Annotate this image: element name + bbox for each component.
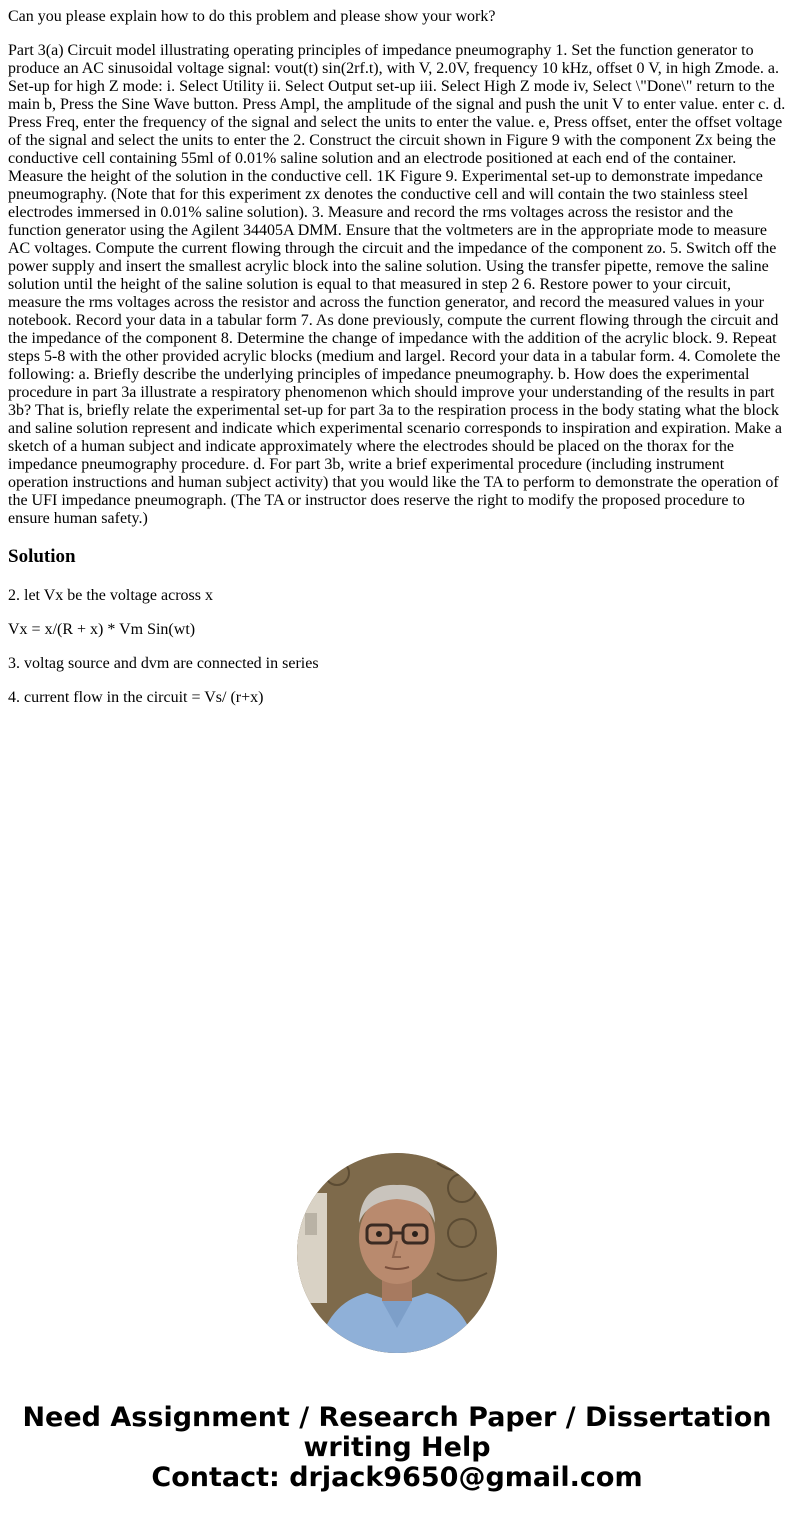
banner-line: Need Assignment / Research Paper / Dissertation — [22, 1402, 772, 1433]
solution-line: Vx = x/(R + x) * Vm Sin(wt) — [8, 621, 196, 638]
question-body: Part 3(a) Circuit model illustrating operating principles of impedance pneumography 1. Set the function generator to produce an AC sinusoidal voltage signal: vout(t) sin(2rf.t), with V, 2.0V, frequency 10 kHz, offset 0 V, in high Zmode. a. Set-up for high Z mode: i. Select Utility ii. Select Output set-up iii. Select High Z mode iv, Select \"Done\" return to the main b, Press the Sine Wave button. Press Ampl, the amplitude of the signal and push the unit V to enter value. enter c. d. Press Freq, enter the frequency of the signal and select the units to enter the value. e, Press offset, enter the offset voltage of the signal and select the units to enter the 2. Construct the circuit shown in Figure 9 with the component Zx being the conductive cell containing 55ml of 0.01% saline solution and an electrode positioned at each end of the container. Measure the height of the solution in the conductive cell. 1K Figure 9. Experimental set-up to demonstrate impedance pneumography. (Note that for this experiment zx denotes the conductive cell and will contain the two stainless steel electrodes immersed in 0.01% saline solution). 3. Measure and record the rms voltages across the resistor and the function generator using the Agilent 34405A DMM. Ensure that the voltmeters are in the appropriate mode to measure AC voltages. Compute the current flowing through the circuit and the impedance of the component zo. 5. Switch off the power supply and insert the smallest acrylic block into the saline solution. Using the transfer pipette, remove the saline solution until the height of the saline solution is equal to that measured in step 2 6. Restore power to your circuit, measure the rms voltages across the resistor and across the function generator, and record the measured values in your notebook. Record your data in a tabular form 7. As done previously, compute the current flowing through the circuit and the impedance of the component 8. Determine the change of impedance with the addition of the acrylic block. 9. Repeat steps 5-8 with the other provided acrylic blocks (medium and largel. Record your data in a tabular form. 4. Comolete the following: a. Briefly describe the underlying principles of impedance pneumography. b. How does the experimental procedure in part 3a illustrate a respiratory phenomenon which should improve your understanding of the results in part 3b? That is, briefly relate the experimental set-up for part 3a to the respiration process in the body stating what the block and saline solution represent and indicate which experimental scenario corresponds to inspiration and expiration. Make a sketch of a human subject and indicate approximately where the electrodes should be placed on the thorax for the impedance pneumography procedure. d. For part 3b, write a brief experimental procedure (including instrument operation instructions and human subject activity) that you would like the TA to perform to demonstrate the operation of the UFI impedance pneumograph. (The TA or instructor does reserve the right to modify the proposed procedure to ensure human safety.) — [8, 42, 786, 527]
solution-line: 2. let Vx be the voltage across x — [8, 587, 213, 604]
banner-line: writing Help — [303, 1432, 491, 1463]
question-intro: Can you please explain how to do this problem and please show your work? — [8, 8, 496, 25]
author-photo-icon — [297, 1153, 497, 1353]
solution-heading: Solution — [8, 546, 76, 567]
solution-line: 3. voltag source and dvm are connected in series — [8, 655, 319, 672]
contact-email: Contact: drjack9650@gmail.com — [151, 1462, 643, 1493]
help-banner — [0, 1403, 794, 1493]
author-avatar — [297, 1153, 497, 1353]
solution-line: 4. current flow in the circuit = Vs/ (r+x) — [8, 689, 264, 706]
